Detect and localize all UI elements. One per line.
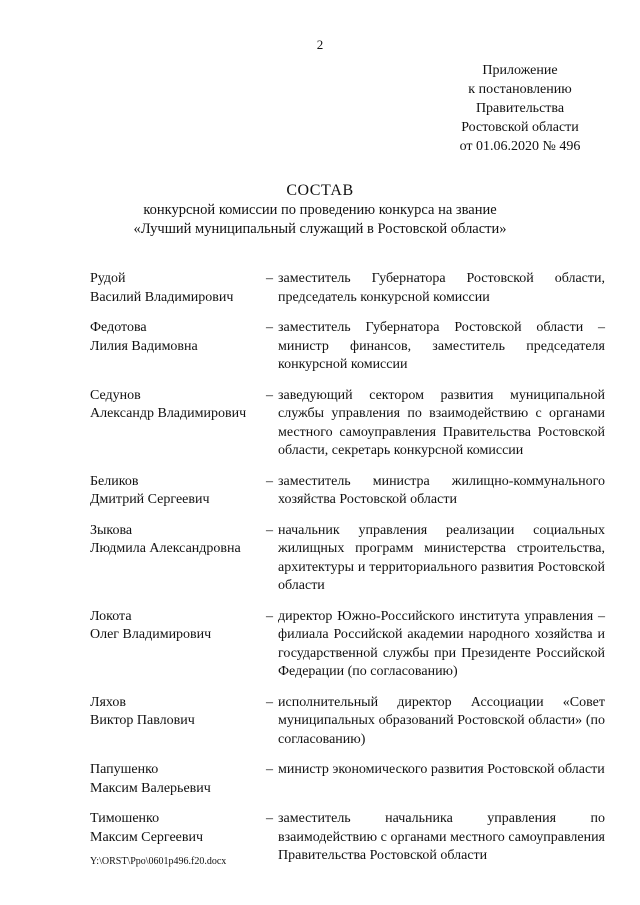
dash-separator: – <box>266 694 273 710</box>
dash-separator: – <box>266 762 273 777</box>
appendix-line: Приложение <box>482 63 558 78</box>
member-row <box>90 319 610 375</box>
member-surname: Федотова <box>90 320 147 335</box>
appendix-line: Ростовской области <box>461 120 579 135</box>
member-name <box>90 319 266 375</box>
file-path-footer: Y:\ORST\Ppo\0601p496.f20.docx <box>90 856 227 867</box>
member-given-names: Лилия Вадимовна <box>90 338 198 354</box>
member-name <box>90 522 266 596</box>
dash-separator: – <box>266 811 273 826</box>
dash-separator: – <box>266 271 273 286</box>
member-surname: Папушенко <box>90 762 159 777</box>
dash-separator: – <box>266 387 273 403</box>
member-row <box>90 761 610 798</box>
member-surname: Рудой <box>90 271 126 286</box>
member-row <box>90 522 610 596</box>
appendix-line: от 01.06.2020 № 496 <box>459 139 581 154</box>
member-role: начальник управления реализации социальных жилищных программ министерства строительства, архитектуры и территориального развития Ростовской области <box>278 522 605 593</box>
member-name <box>90 387 266 461</box>
member-role: исполнительный директор Ассоциации «Совет муниципальных образований Ростовской области» (по согласованию) <box>278 694 605 747</box>
member-given-names: Василий Владимирович <box>90 289 234 305</box>
member-given-names: Максим Сергеевич <box>90 829 204 845</box>
member-row <box>90 608 610 682</box>
member-name <box>90 608 266 682</box>
member-given-names: Максим Валерьевич <box>90 780 211 796</box>
appendix-line: к постановлению <box>468 82 572 97</box>
member-role: заместитель министра жилищно-коммунального хозяйства Ростовской области <box>278 473 605 507</box>
member-name <box>90 694 266 750</box>
dash-separator: – <box>266 608 273 624</box>
member-row <box>90 694 610 750</box>
member-given-names: Виктор Павлович <box>90 713 195 728</box>
dash-separator: – <box>266 320 273 335</box>
member-row <box>90 473 610 510</box>
member-row <box>90 387 610 461</box>
member-role: министр экономического развития Ростовской области <box>278 762 605 777</box>
dash-separator: – <box>266 522 273 538</box>
document-title-block <box>0 181 640 239</box>
member-role: директор Южно-Российского института управления – филиала Российской академии народного хозяйства и государственной службы при Президенте Российской Федерации (по согласованию) <box>278 608 605 679</box>
member-surname: Ляхов <box>90 694 127 710</box>
member-given-names: Александр Владимирович <box>90 406 247 421</box>
member-given-names: Дмитрий Сергеевич <box>90 492 210 507</box>
member-name <box>90 270 266 307</box>
page-number: 2 <box>316 37 324 52</box>
commission-members-list <box>90 270 610 866</box>
member-surname: Беликов <box>90 473 139 489</box>
member-surname: Седунов <box>90 387 141 403</box>
member-row <box>90 270 610 307</box>
member-surname: Тимошенко <box>90 811 160 826</box>
member-name <box>90 761 266 798</box>
dash-separator: – <box>266 473 273 489</box>
document-subtitle-line: конкурсной комиссии по проведению конкурса на звание <box>143 202 497 218</box>
appendix-block <box>440 61 600 156</box>
document-subtitle-line: «Лучший муниципальный служащий в Ростовской области» <box>133 221 507 237</box>
member-role: заместитель начальника управления по взаимодействию с органами местного самоуправления Правительства Ростовской области <box>278 811 605 863</box>
member-surname: Локота <box>90 608 132 624</box>
appendix-line: Правительства <box>475 101 565 116</box>
member-surname: Зыкова <box>90 522 133 538</box>
member-role: заместитель Губернатора Ростовской области, председатель конкурсной комиссии <box>278 271 605 305</box>
member-role: заведующий сектором развития муниципальной службы управления по взаимодействию с органами местного самоуправления Правительства Ростовской области, секретарь конкурсной комиссии <box>278 387 605 458</box>
document-title: СОСТАВ <box>286 182 354 199</box>
member-given-names: Людмила Александровна <box>90 541 241 556</box>
member-given-names: Олег Владимирович <box>90 627 212 642</box>
member-name <box>90 473 266 510</box>
member-role: заместитель Губернатора Ростовской области – министр финансов, заместитель председателя конкурсной комиссии <box>278 320 605 372</box>
